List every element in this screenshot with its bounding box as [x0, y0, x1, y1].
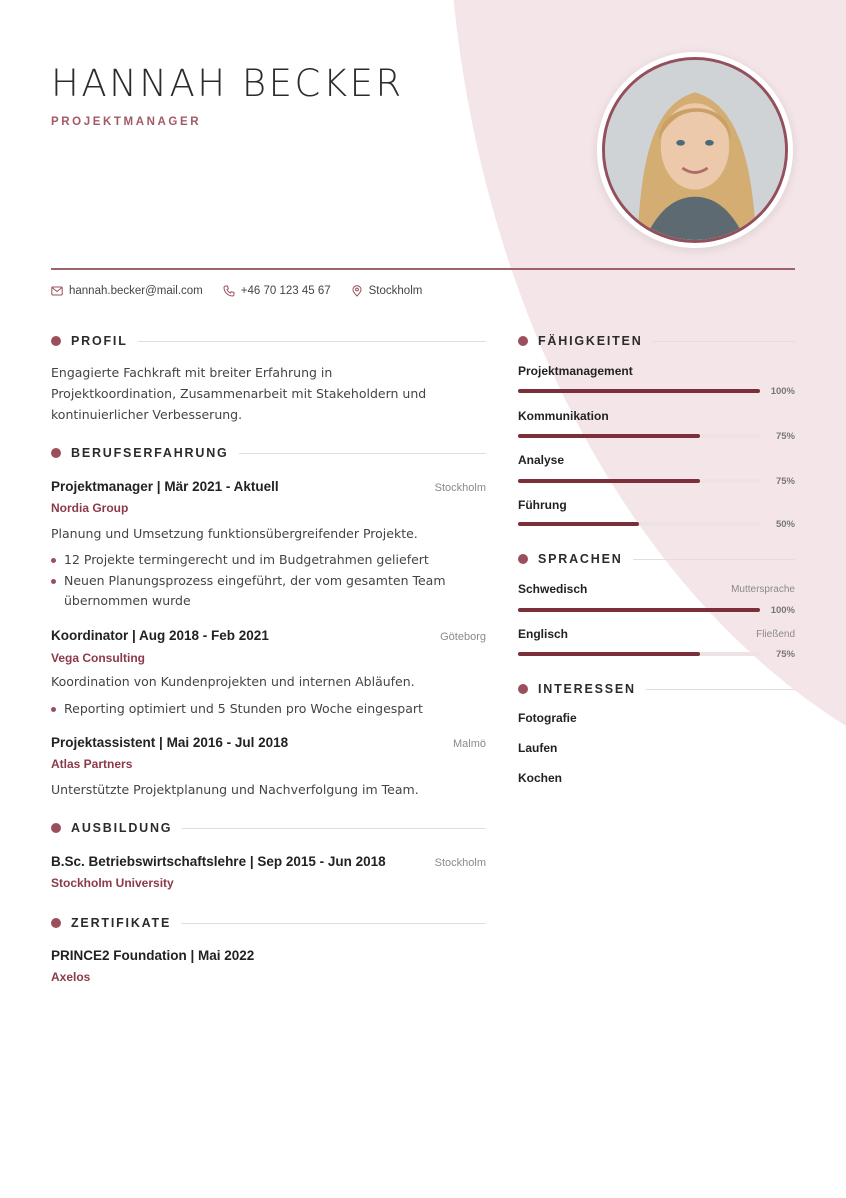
skill-name: Projektmanagement	[518, 364, 633, 378]
skill-bar-fill	[518, 389, 760, 393]
language-name: Englisch	[518, 627, 569, 641]
skill-percent: 50%	[775, 519, 795, 530]
section-title: INTERESSEN	[538, 682, 636, 696]
skill-percent: 75%	[775, 476, 795, 487]
language-bar	[518, 608, 760, 612]
portrait-illustration	[605, 60, 785, 240]
section-title: SPRACHEN	[538, 552, 623, 566]
profile-photo-frame	[597, 52, 793, 248]
job-location: Malmö	[452, 738, 486, 750]
profile-photo	[602, 57, 788, 243]
language-level: Muttersprache	[731, 584, 795, 595]
section-title: FÄHIGKEITEN	[538, 334, 643, 348]
section-dot	[518, 554, 528, 564]
job-title: Projektassistent | Mai 2016 - Jul 2018	[51, 735, 289, 750]
job-bullet: 12 Projekte termingerecht und im Budgetrahmen geliefert	[51, 550, 481, 570]
contact-email[interactable]	[51, 285, 203, 297]
skill-bar-fill	[518, 479, 700, 483]
profile-line: Projektkoordination, Zusammenarbeit mit Stakeholdern und	[51, 386, 427, 401]
section-profile-heading	[51, 334, 486, 348]
job-summary: Unterstützte Projektplanung und Nachverfolgung im Team.	[51, 782, 419, 797]
section-languages-heading	[518, 552, 795, 566]
language-percent: 75%	[775, 649, 795, 660]
contact-location-text: Stockholm	[368, 285, 423, 297]
contact-bar	[51, 285, 422, 297]
section-title: PROFIL	[71, 334, 128, 348]
section-line	[646, 689, 795, 690]
language-name: Schwedisch	[518, 582, 588, 596]
job-title: Projektmanager | Mär 2021 - Aktuell	[51, 479, 279, 494]
skill-percent: 75%	[775, 431, 795, 442]
section-skills-heading	[518, 334, 795, 348]
section-education-heading	[51, 821, 486, 835]
interest-item: Laufen	[518, 741, 558, 755]
contact-phone[interactable]	[223, 285, 331, 297]
section-line	[653, 341, 795, 342]
candidate-name: HANNAH BECKER	[51, 62, 404, 105]
skill-bar-fill	[518, 434, 700, 438]
location-pin-icon	[351, 285, 363, 297]
section-line	[138, 341, 486, 342]
education-title: B.Sc. Betriebswirtschaftslehre | Sep 2015 - Jun 2018	[51, 854, 386, 869]
job-location: Göteborg	[440, 631, 486, 643]
section-line	[182, 828, 486, 829]
language-bar-fill	[518, 608, 760, 612]
language-percent: 100%	[770, 605, 795, 616]
skill-name: Kommunikation	[518, 409, 609, 423]
candidate-title: PROJEKTMANAGER	[51, 116, 202, 128]
contact-email-text: hannah.becker@mail.com	[69, 285, 203, 297]
section-line	[633, 559, 795, 560]
job-bullet: Neuen Planungsprozess eingeführt, der vom gesamten Team übernommen wurde	[51, 571, 476, 611]
profile-text	[51, 362, 491, 425]
skill-bar	[518, 389, 760, 393]
skill-name: Analyse	[518, 453, 565, 467]
section-title: AUSBILDUNG	[71, 821, 173, 835]
phone-icon	[223, 285, 235, 297]
skill-bar	[518, 522, 760, 526]
skill-bar	[518, 434, 760, 438]
contact-phone-text: +46 70 123 45 67	[240, 285, 331, 297]
skill-name: Führung	[518, 498, 567, 512]
skill-bar-fill	[518, 522, 639, 526]
job-location: Stockholm	[434, 482, 486, 494]
language-bar	[518, 652, 760, 656]
education-school: Stockholm University	[51, 876, 174, 890]
job-bullet: Reporting optimiert und 5 Stunden pro Woche eingespart	[51, 699, 481, 719]
certificate-issuer: Axelos	[51, 970, 91, 984]
section-dot	[51, 823, 61, 833]
interest-item: Kochen	[518, 771, 563, 785]
job-summary: Koordination von Kundenprojekten und internen Abläufen.	[51, 674, 415, 689]
education-location: Stockholm	[434, 857, 486, 869]
section-dot	[51, 448, 61, 458]
language-level: Fließend	[756, 629, 795, 640]
section-certificates-heading	[51, 916, 486, 930]
language-bar-fill	[518, 652, 700, 656]
skill-bar	[518, 479, 760, 483]
section-title: ZERTIFIKATE	[71, 916, 172, 930]
header-divider	[51, 268, 795, 270]
profile-line: kontinuierlicher Verbesserung.	[51, 407, 243, 422]
section-title: BERUFSERFAHRUNG	[71, 446, 229, 460]
contact-location	[351, 285, 423, 297]
section-dot	[518, 684, 528, 694]
job-company: Nordia Group	[51, 501, 129, 515]
job-summary: Planung und Umsetzung funktionsübergreifender Projekte.	[51, 526, 418, 541]
section-experience-heading	[51, 446, 486, 460]
section-line	[239, 453, 486, 454]
profile-line: Engagierte Fachkraft mit breiter Erfahrung in	[51, 365, 333, 380]
certificate-title: PRINCE2 Foundation | Mai 2022	[51, 948, 255, 963]
job-company: Vega Consulting	[51, 651, 146, 665]
section-dot	[518, 336, 528, 346]
skill-percent: 100%	[770, 386, 795, 397]
job-company: Atlas Partners	[51, 757, 133, 771]
section-interests-heading	[518, 682, 795, 696]
mail-icon	[51, 285, 63, 297]
interest-item: Fotografie	[518, 711, 577, 725]
section-dot	[51, 336, 61, 346]
section-line	[181, 923, 486, 924]
job-title: Koordinator | Aug 2018 - Feb 2021	[51, 628, 269, 643]
section-dot	[51, 918, 61, 928]
